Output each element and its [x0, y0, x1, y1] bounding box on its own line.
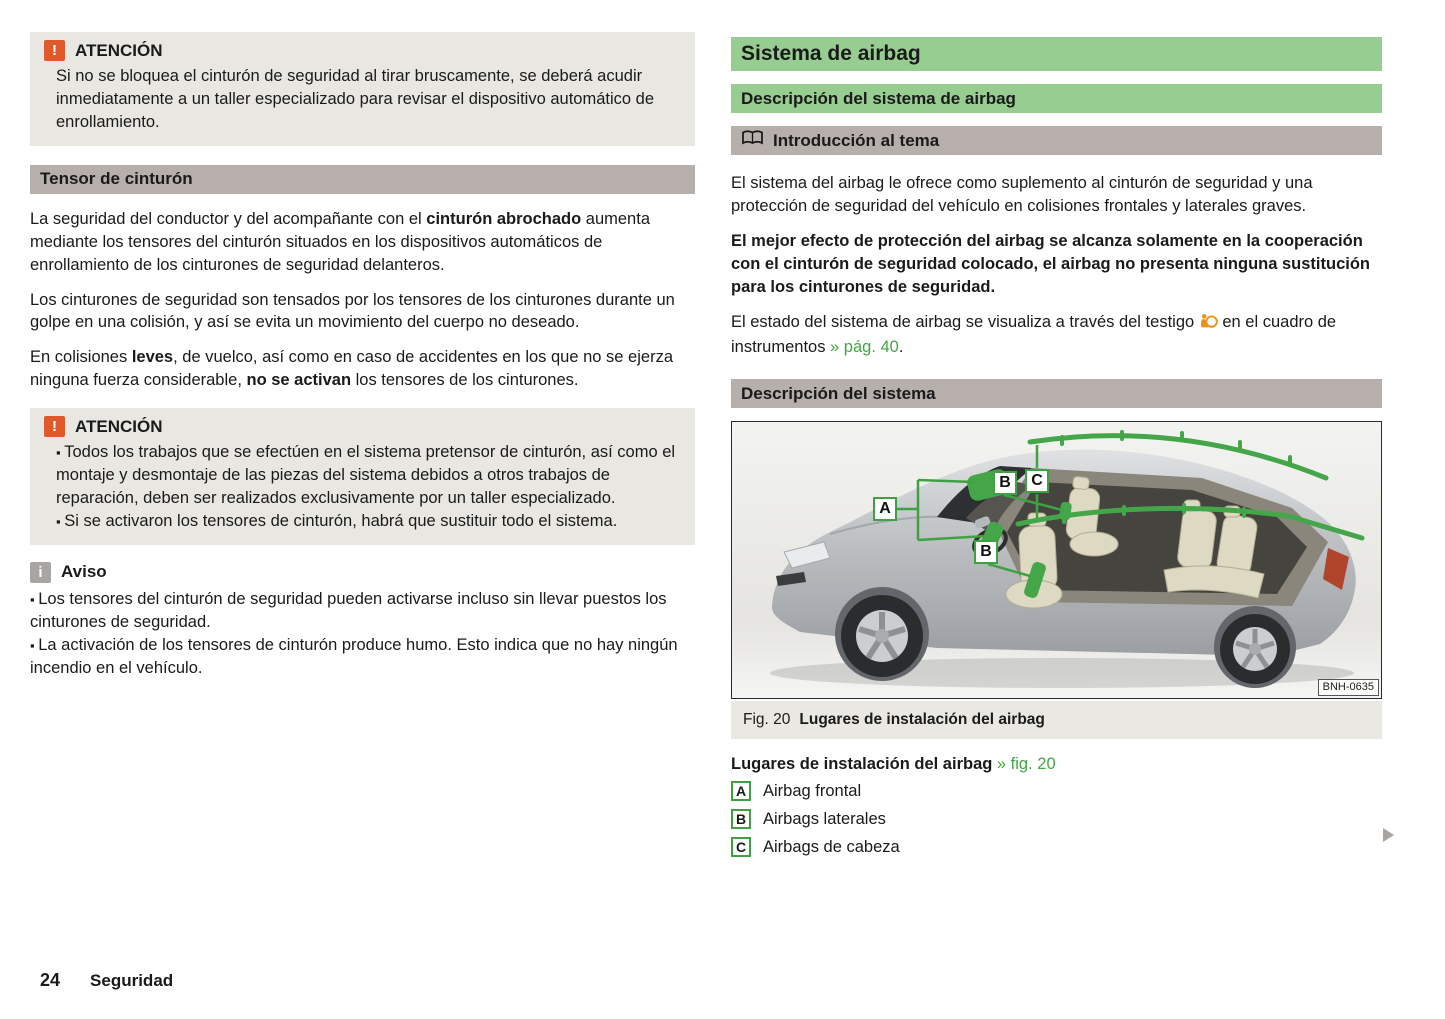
bullet-item: ▪ Si se activaron los tensores de cinturón, habrá que sustituir todo el sistema.: [56, 512, 617, 530]
legend-key-box: B: [731, 809, 751, 829]
aviso-bullets: [30, 588, 695, 680]
bullet-item: ▪ La activación de los tensores de cinturón produce humo. Esto indica que no hay ningún incendio en el vehículo.: [30, 636, 678, 677]
attention-box-2-header: [44, 416, 681, 437]
aviso-block: [30, 562, 695, 680]
legend-label: Airbags de cabeza: [763, 837, 900, 856]
paragraph: [30, 346, 695, 392]
figure-label-C: C: [1025, 469, 1049, 493]
figure-number: Fig. 20: [743, 711, 791, 729]
legend-title: [731, 755, 1382, 774]
subsection-header-introduccion: [731, 126, 1382, 155]
airbag-warning-lamp-icon: [1199, 313, 1218, 336]
figure-airbag-locations: [731, 421, 1382, 699]
car-illustration: [732, 422, 1381, 698]
aviso-header: [30, 562, 695, 583]
legend-item-c: [731, 836, 1382, 858]
text-run: .: [898, 337, 904, 356]
legend-key-box: C: [731, 837, 751, 857]
right-column: [731, 37, 1382, 858]
figure-label-A: A: [873, 497, 897, 521]
text-run: , de vuelco, así como en caso de accidentes en los que no se ejerza ninguna fuerza considerable,: [30, 348, 673, 390]
attention-body: Si no se bloquea el cinturón de seguridad al tirar bruscamente, se deberá acudir inmediatamente a un taller especializado para revisar el dispositivo automático de enrollamiento.: [56, 67, 654, 131]
attention-box-2: [30, 408, 695, 545]
text-run: El estado del sistema de airbag se visualiza a través del testigo: [731, 312, 1199, 331]
text-run: La seguridad del conductor y del acompañante con el: [30, 209, 427, 228]
subsection-header-label: Introducción al tema: [773, 130, 940, 150]
subsection-header-descripcion-sistema: [731, 379, 1382, 408]
bullet-item: ▪ Todos los trabajos que se efectúen en el sistema pretensor de cinturón, así como el montaje y desmontaje de las piezas del sistema debidos a otros trabajos de reparación, deben ser realizados exclusivamente por un taller especializado.: [56, 443, 675, 507]
legend-label: Airbag frontal: [763, 781, 862, 800]
page-reference-link[interactable]: » pág. 40: [830, 337, 899, 356]
figure-caption: [731, 701, 1382, 739]
warning-exclamation-icon: !: [44, 40, 65, 61]
open-book-icon: [741, 130, 764, 151]
legend-item-b: [731, 808, 1382, 830]
figure-label-B-lower: B: [974, 540, 998, 564]
text-run-bold: cinturón abrochado: [426, 209, 582, 228]
image-code-badge: BNH-0635: [1318, 679, 1379, 696]
chapter-header-label: Sistema de airbag: [741, 42, 921, 65]
section-header-label: Tensor de cinturón: [40, 169, 193, 189]
attention-box-1-header: [44, 40, 681, 61]
figure-label-B-upper: B: [993, 471, 1017, 495]
subsection-header-label: Descripción del sistema: [741, 383, 936, 403]
text-run: aumenta mediante los tensores del cinturón situados en los dispositivos automáticos de enrollamiento de los cinturones de seguridad delanteros.: [30, 209, 650, 274]
text-run: en el cuadro de instrumentos: [731, 312, 1337, 356]
attention-title: ATENCIÓN: [75, 416, 163, 436]
legend-title-text: Lugares de instalación del airbag: [731, 755, 997, 774]
legend-key-box: A: [731, 781, 751, 801]
attention-bullets: [56, 441, 681, 533]
page-number: 24: [40, 970, 61, 990]
paragraph: El sistema del airbag le ofrece como suplemento al cinturón de seguridad y una protección de seguridad del vehículo en colisiones frontales y laterales graves.: [731, 174, 1313, 215]
paragraph: Los cinturones de seguridad son tensados por los tensores de los cinturones durante un golpe en una colisión, y así se evita un movimiento del cuerpo no deseado.: [30, 290, 675, 332]
figure-caption-text: Lugares de instalación del airbag: [799, 711, 1045, 729]
text-run: los tensores de los cinturones.: [351, 371, 579, 390]
attention-title: ATENCIÓN: [75, 40, 163, 60]
chapter-header-airbag: [731, 37, 1382, 71]
legend-item-a: [731, 780, 1382, 802]
section-header-tensor: [30, 165, 695, 194]
legend-label: Airbags laterales: [763, 809, 886, 828]
page-footer: [40, 970, 173, 991]
paragraph: [30, 208, 695, 277]
aviso-title: Aviso: [61, 562, 107, 582]
bullet-item: ▪ Los tensores del cinturón de seguridad pueden activarse incluso sin llevar puestos los cinturones de seguridad.: [30, 590, 667, 631]
figure-reference-link[interactable]: » fig. 20: [996, 755, 1056, 774]
section-header-label: Descripción del sistema de airbag: [741, 88, 1016, 108]
page-continuation-arrow-icon: [1383, 828, 1394, 842]
text-run-bold: leves: [131, 348, 174, 367]
attention-box-1: [30, 32, 695, 146]
info-icon: i: [30, 562, 51, 583]
text-run-bold: no se activan: [246, 371, 352, 390]
footer-section-title: Seguridad: [90, 971, 174, 990]
paragraph: [731, 311, 1382, 359]
left-column: [30, 32, 695, 680]
text-run: En colisiones: [30, 348, 132, 367]
paragraph-bold: El mejor efecto de protección del airbag se alcanza solamente en la cooperación con el cinturón de seguridad colocado, el airbag no presenta ninguna sustitución para los cinturones de seguridad.: [731, 231, 1371, 296]
section-header-descripcion-airbag: [731, 84, 1382, 113]
warning-exclamation-icon: !: [44, 416, 65, 437]
